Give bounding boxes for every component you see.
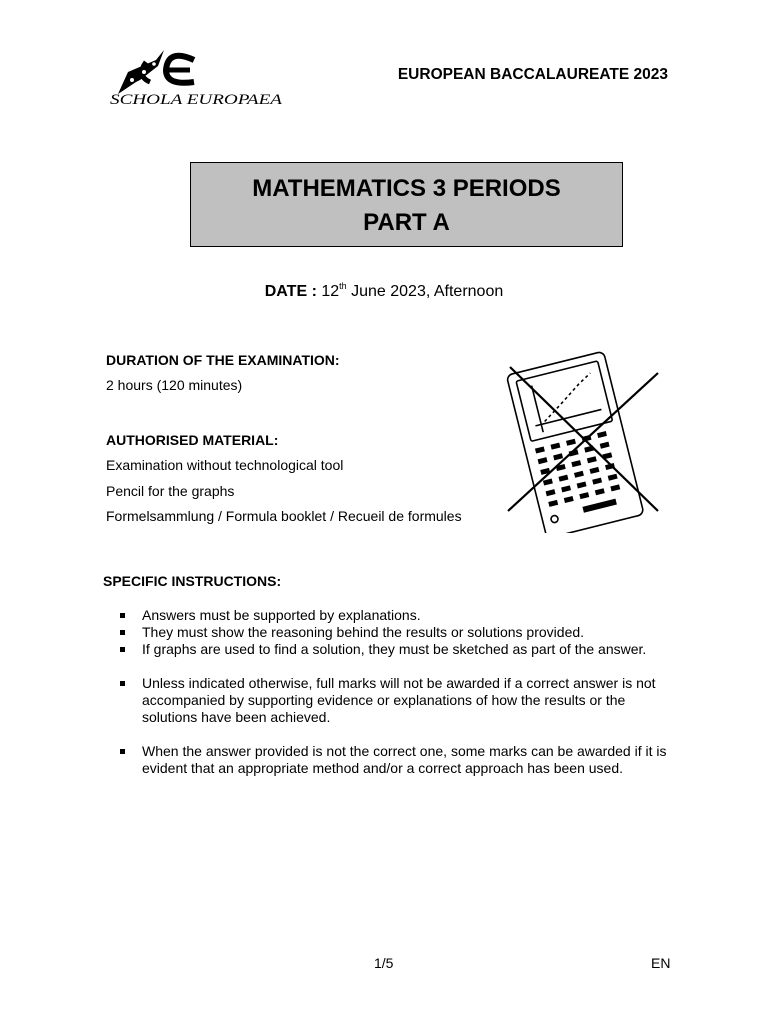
list-item: Unless indicated otherwise, full marks will not be awarded if a correct answer is not accompanied by supporting evidence or explanations of how the results or the solutions have been achieved. xyxy=(120,675,670,726)
date-rest: June 2023, Afternoon xyxy=(351,283,504,300)
instructions-heading: SPECIFIC INSTRUCTIONS: xyxy=(103,573,282,589)
material-item: Pencil for the graphs xyxy=(106,483,235,499)
bullet-icon xyxy=(120,613,125,618)
list-item: Answers must be supported by explanations. xyxy=(120,607,670,624)
subject-title: MATHEMATICS 3 PERIODS xyxy=(252,175,561,202)
exam-title-header: EUROPEAN BACCALAUREATE 2023 xyxy=(397,66,668,83)
exam-date xyxy=(0,283,768,301)
bullet-icon xyxy=(120,647,125,652)
date-day: 12 xyxy=(321,283,340,300)
material-item: Examination without technological tool xyxy=(106,457,344,473)
material-heading: AUTHORISED MATERIAL: xyxy=(106,432,279,448)
list-item: If graphs are used to find a solution, they must be sketched as part of the answer. xyxy=(120,641,670,658)
list-item: When the answer provided is not the correct one, some marks can be awarded if it is evident that an appropriate method and/or a correct approach has been used. xyxy=(120,743,670,777)
duration-heading: DURATION OF THE EXAMINATION: xyxy=(106,352,340,368)
crossed-out-calculator-icon xyxy=(500,345,664,533)
bullet-icon xyxy=(120,630,125,635)
bullet-icon xyxy=(120,681,125,686)
logo-text: SCHOLA EUROPAEA xyxy=(110,92,284,108)
title-box xyxy=(190,162,623,247)
date-label: DATE : xyxy=(264,283,317,300)
list-item: They must show the reasoning behind the results or solutions provided. xyxy=(120,624,670,641)
part-title: PART A xyxy=(363,209,450,236)
bullet-icon xyxy=(120,749,125,754)
material-item: Formelsammlung / Formula booklet / Recueil de formules xyxy=(106,508,462,524)
instructions-list xyxy=(120,607,670,777)
schola-europaea-logo-icon xyxy=(106,42,284,108)
language-code: EN xyxy=(651,955,671,971)
page-number: 1/5 xyxy=(374,955,394,971)
date-suffix: th xyxy=(339,281,347,291)
duration-value: 2 hours (120 minutes) xyxy=(106,377,243,393)
